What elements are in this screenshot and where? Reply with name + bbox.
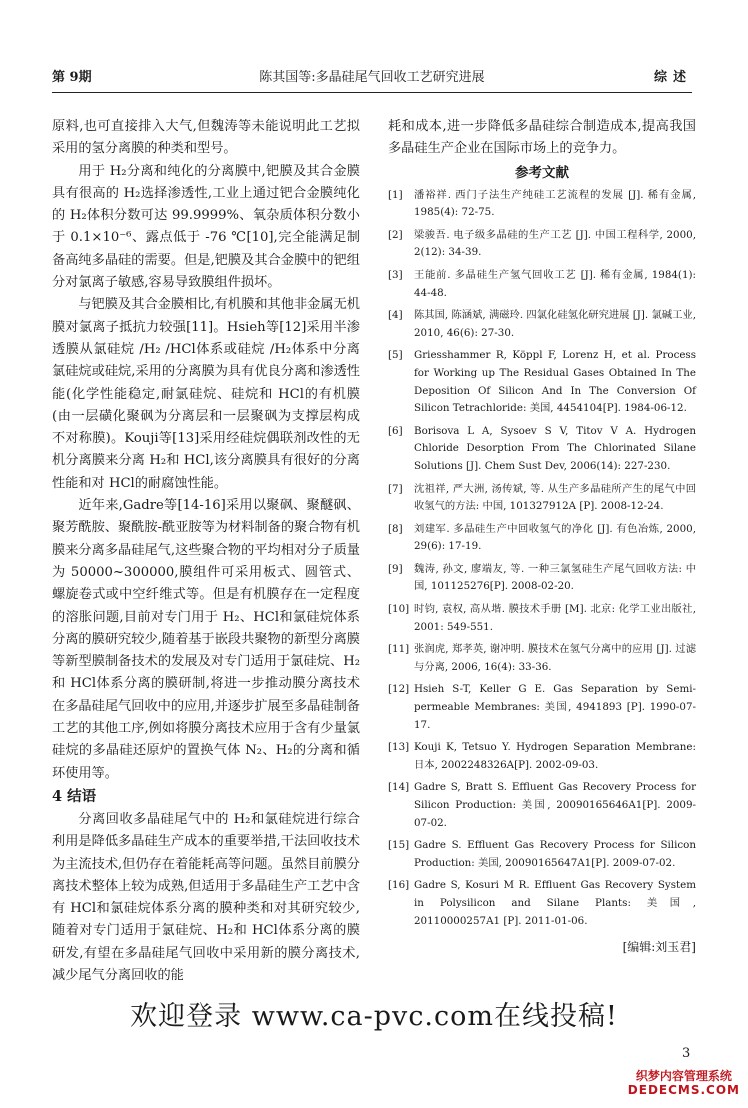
body-paragraph: 原料,也可直接排入大气,但魏涛等未能说明此工艺拟采用的氢分离膜的种类和型号。 — [52, 119, 360, 157]
reference-item — [388, 187, 696, 222]
reference-text: Hsieh S-T, Keller G E. Gas Separation by Semi-permeable Membranes: 美国, 4941893 [P]. 1990-07-17. — [414, 683, 696, 731]
section-heading: 4 结语 — [52, 787, 97, 805]
running-header — [52, 66, 692, 86]
conclusion-continuation: 耗和成本,进一步降低多晶硅综合制造成本,提高我国多晶硅生产企业在国际市场上的竞争力。 — [388, 119, 696, 157]
reference-item — [388, 877, 696, 930]
reference-text: 梁骏吾. 电子级多晶硅的生产工艺 [J]. 中国工程科学, 2000, 2(12): 34-39. — [414, 228, 696, 259]
reference-number: [8] — [388, 522, 403, 535]
left-column — [52, 116, 360, 987]
reference-number: [6] — [388, 424, 403, 437]
reference-item — [388, 307, 696, 342]
section-label: 综述 — [653, 70, 692, 85]
reference-number: [11] — [388, 643, 410, 656]
reference-item — [388, 681, 696, 734]
submission-banner: 欢迎登录 www.ca-pvc.com在线投稿! — [130, 1001, 618, 1032]
body-paragraph: 与钯膜及其合金膜相比,有机膜和其他非金属无机膜对氯离子抵抗力较强[11]。Hsieh等[12]采用半渗透膜从氯硅烷 /H₂ /HCl体系或硅烷 /H₂体系中分离氯硅烷或硅烷,采用的分离膜为具有优良分离和渗透性能(化学性能稳定,耐氯硅烷、硅烷和 HCl的有机膜(由一层磺化聚砜为分离层和一层聚砜为支撑层构成不对称膜)。Kouji等[13]采用经硅烷偶联剂改性的无机分离膜来分离 H₂和 HCl,该分离膜具有很好的分离性能和对 HCl的耐腐蚀性能。 — [52, 297, 360, 491]
reference-text: Kouji K, Tetsuo Y. Hydrogen Separation Membrane: 日本, 2002248326A[P]. 2002-09-03. — [414, 741, 696, 771]
reference-number: [14] — [388, 781, 410, 794]
reference-text: Griesshammer R, Köppl F, Lorenz H, et al. Process for Working up The Residual Gases Obtained In The Deposition Of Silicon And In The Conversion Of Silicon Tetrachloride: 美国, 4454104[P]. 1984-06-12. — [414, 349, 696, 415]
references-title: 参考文献 — [515, 164, 569, 181]
reference-item — [388, 561, 696, 596]
reference-item — [388, 779, 696, 832]
reference-text: 张润虎, 郑孝英, 谢冲明. 膜技术在氢气分离中的应用 [J]. 过滤与分离, 2006, 16(4): 33-36. — [414, 643, 696, 673]
issue-number: 第 9期 — [52, 70, 92, 85]
reference-number: [3] — [388, 268, 403, 281]
reference-number: [10] — [388, 603, 410, 616]
reference-item — [388, 347, 696, 417]
reference-item — [388, 601, 696, 636]
watermark-line-2: DEDECMS.COM — [627, 1083, 740, 1097]
reference-number: [12] — [388, 683, 410, 696]
reference-text: Gadre S, Bratt S. Effluent Gas Recovery Process for Silicon Production: 美国, 20090165646A1[P]. 2009-07-02. — [414, 781, 696, 829]
reference-item — [388, 423, 696, 476]
body-paragraph: 近年来,Gadre等[14-16]采用以聚砜、聚醚砜、聚芳酰胺、聚酰胺-酰亚胺等为材料制备的聚合物有机膜来分离多晶硅尾气,这些聚合物的平均相对分子质量为 50000~300000,膜组件可采用板式、圆管式、螺旋卷式或中空纤维式等。但是有机膜存在一定程度的溶胀问题,目前对专门用于 H₂、HCl和氯硅烷体系分离的膜研究较少,随着基于嵌段共聚物的新型分离膜等新型膜制备技术的发展及对专门适用于氯硅烷、H₂和 HCl体系分离的膜研制,将进一步推动膜分离技术在多晶硅尾气回收中的应用,并逐步扩展至多晶硅制备工艺的其他工序,例如将膜分离技术应用于含有少量氯硅烷的多晶硅还原炉的置换气体 N₂、H₂的分离和循环使用等。 — [52, 498, 360, 781]
reference-item — [388, 267, 696, 302]
reference-number: [13] — [388, 741, 410, 754]
page-number: 3 — [682, 1046, 691, 1061]
reference-text: Borisova L A, Sysoev S V, Titov V A. Hydrogen Chloride Desorption From The Chlorinated Silane Solutions [J]. Chem Sust Dev, 2006(14): 227-230. — [414, 424, 696, 472]
reference-item — [388, 481, 696, 516]
reference-item — [388, 227, 696, 262]
reference-item — [388, 521, 696, 556]
reference-number: [2] — [388, 228, 403, 241]
reference-number: [7] — [388, 482, 403, 495]
reference-number: [5] — [388, 349, 403, 362]
header-divider — [52, 92, 692, 93]
reference-item — [388, 641, 696, 676]
reference-text: Gadre S, Kosuri M R. Effluent Gas Recovery System in Polysilicon and Silane Plants: 美国, 20110000257A1 [P]. 2011-01-06. — [414, 879, 696, 927]
reference-number: [1] — [388, 188, 403, 201]
right-column — [388, 116, 696, 955]
reference-text: Gadre S. Effluent Gas Recovery Process for Silicon Production: 美国, 20090165647A1[P]. 2009-07-02. — [414, 839, 696, 869]
reference-text: 魏涛, 孙文, 廖端友, 等. 一种三氯氢硅生产尾气回收方法: 中国, 101125276[P]. 2008-02-20. — [414, 562, 696, 593]
reference-text: 王能前. 多晶硅生产氢气回收工艺 [J]. 稀有金属, 1984(1): 44-48. — [414, 268, 696, 299]
reference-number: [9] — [388, 562, 403, 575]
body-paragraph: 用于 H₂分离和纯化的分离膜中,钯膜及其合金膜具有很高的 H₂选择渗透性,工业上通过钯合金膜纯化的 H₂体积分数可达 99.9999%、氧杂质体积分数小于 0.1×10⁻⁶、露点低于 -76 ℃[10],完全能满足制备高纯多晶硅的需要。但是,钯膜及其合金膜中的钯组分对氯离子敏感,容易导致膜组件损坏。 — [52, 163, 360, 291]
reference-number: [16] — [388, 879, 410, 892]
reference-text: 潘裕祥. 西门子法生产纯硅工艺流程的发展 [J]. 稀有金属, 1985(4): 72-75. — [414, 188, 696, 219]
watermark-line-1: 织梦内容管理系统 — [635, 1069, 732, 1083]
watermark — [628, 1069, 740, 1097]
running-title: 陈其国等:多晶硅尾气回收工艺研究进展 — [259, 70, 485, 85]
reference-list — [388, 187, 696, 931]
reference-text: 刘建军. 多晶硅生产中回收氢气的净化 [J]. 有色冶炼, 2000, 29(6): 17-19. — [414, 522, 696, 553]
editor-note: [编辑:刘玉君] — [622, 940, 696, 955]
conclusion-paragraph: 分离回收多晶硅尾气中的 H₂和氯硅烷进行综合利用是降低多晶硅生产成本的重要举措,干法回收技术为主流技术,但仍存在着能耗高等问题。虽然目前膜分离技术整体上较为成熟,但适用于多晶硅生产工艺中含有 HCl和氯硅烷体系分离的膜种类和对其研究较少,随着对专门适用于氯硅烷、H₂和 HCl体系分离的膜研发,有望在多晶硅尾气回收中采用新的膜分离技术,减少尾气分离回收的能 — [52, 811, 360, 983]
reference-number: [4] — [388, 309, 403, 322]
reference-text: 时钧, 袁权, 高从堦. 膜技术手册 [M]. 北京: 化学工业出版社, 2001: 549-551. — [414, 603, 696, 633]
reference-text: 沈祖祥, 严大洲, 汤传斌, 等. 从生产多晶硅所产生的尾气中回收氢气的方法: 中国, 101327912A [P]. 2008-12-24. — [414, 482, 696, 513]
reference-number: [15] — [388, 839, 410, 852]
reference-item — [388, 739, 696, 774]
reference-text: 陈其国, 陈涵斌, 满磁玲. 四氯化硅氢化研究进展 [J]. 氯碱工业, 2010, 46(6): 27-30. — [414, 309, 696, 339]
reference-item — [388, 837, 696, 872]
